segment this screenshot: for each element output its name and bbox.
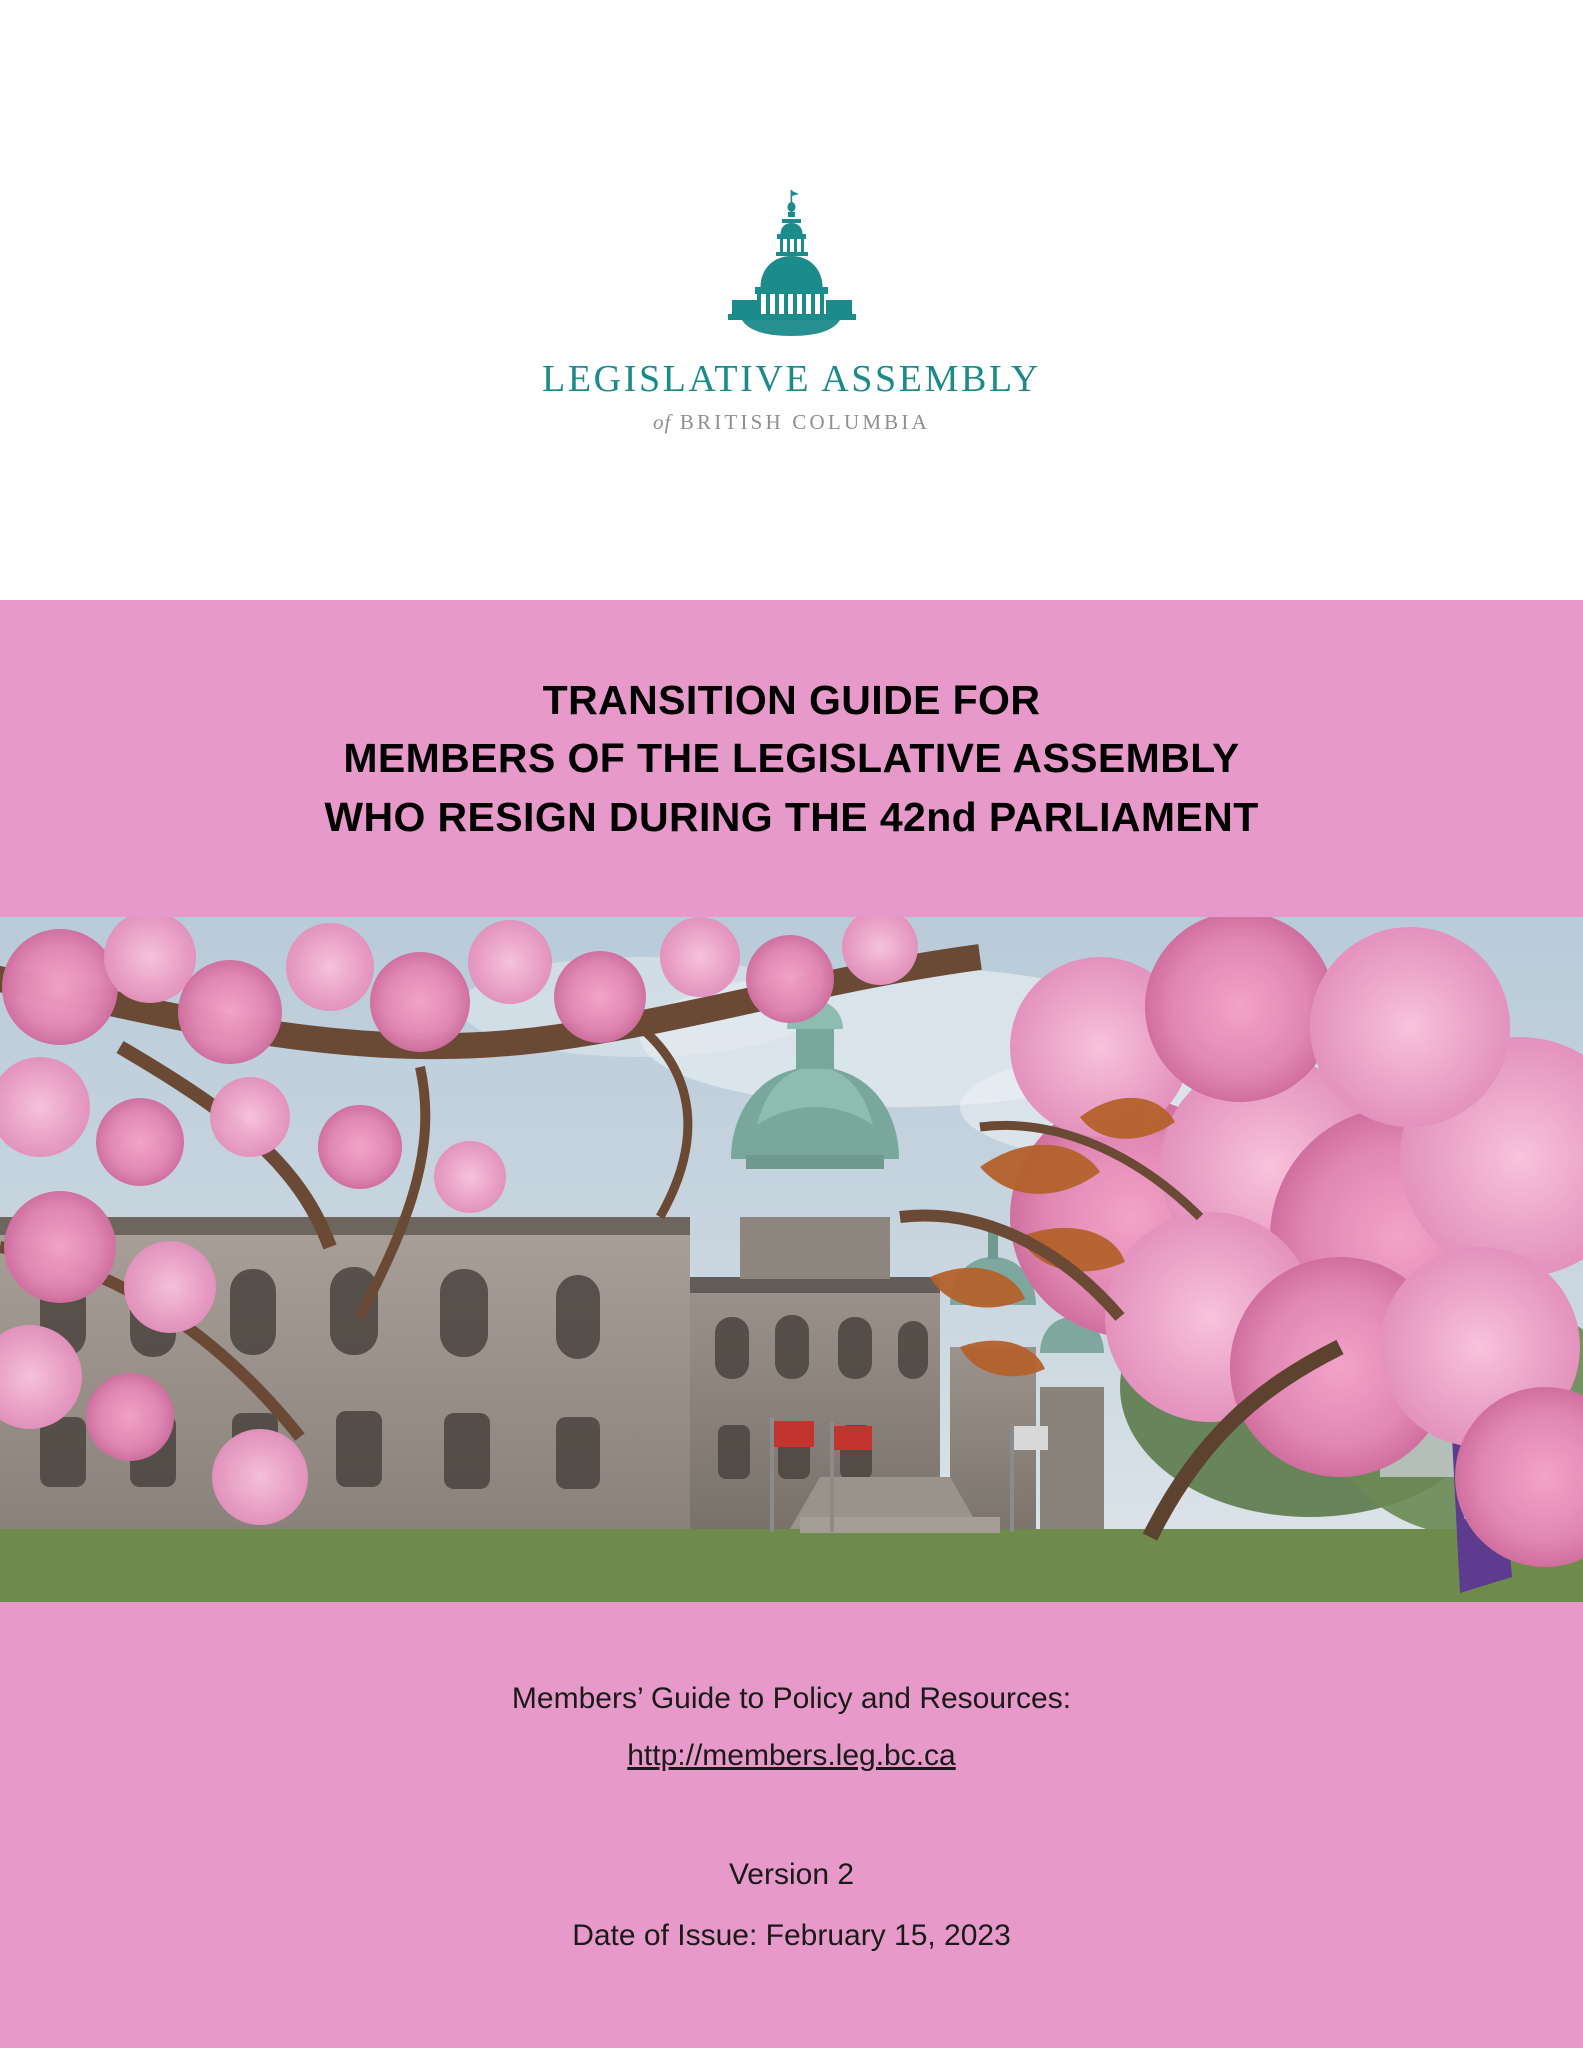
document-version: Version 2 bbox=[728, 1858, 855, 1891]
members-guide-label: Members’ Guide to Policy and Resources: bbox=[511, 1682, 1072, 1715]
document-title-band bbox=[0, 600, 1583, 917]
organization-name-secondary bbox=[653, 410, 930, 435]
cover-photo bbox=[0, 917, 1583, 1602]
document-issue-date: Date of Issue: February 15, 2023 bbox=[572, 1919, 1011, 1952]
organization-name-province: BRITISH COLUMBIA bbox=[671, 410, 930, 434]
cover-footer bbox=[0, 1602, 1583, 2048]
masthead bbox=[0, 0, 1583, 600]
page-title-line-2: MEMBERS OF THE LEGISLATIVE ASSEMBLY bbox=[343, 735, 1240, 782]
organization-name-primary: LEGISLATIVE ASSEMBLY bbox=[542, 358, 1041, 400]
page-title-line-1: TRANSITION GUIDE FOR bbox=[542, 677, 1041, 724]
members-guide-link[interactable]: http://members.leg.bc.ca bbox=[627, 1739, 956, 1772]
page-title-line-3: WHO RESIGN DURING THE 42nd PARLIAMENT bbox=[324, 793, 1259, 840]
bc-parliament-dome-crest-icon bbox=[712, 188, 872, 343]
organization-name-of: of bbox=[653, 410, 672, 434]
organization-logo bbox=[542, 188, 1041, 435]
